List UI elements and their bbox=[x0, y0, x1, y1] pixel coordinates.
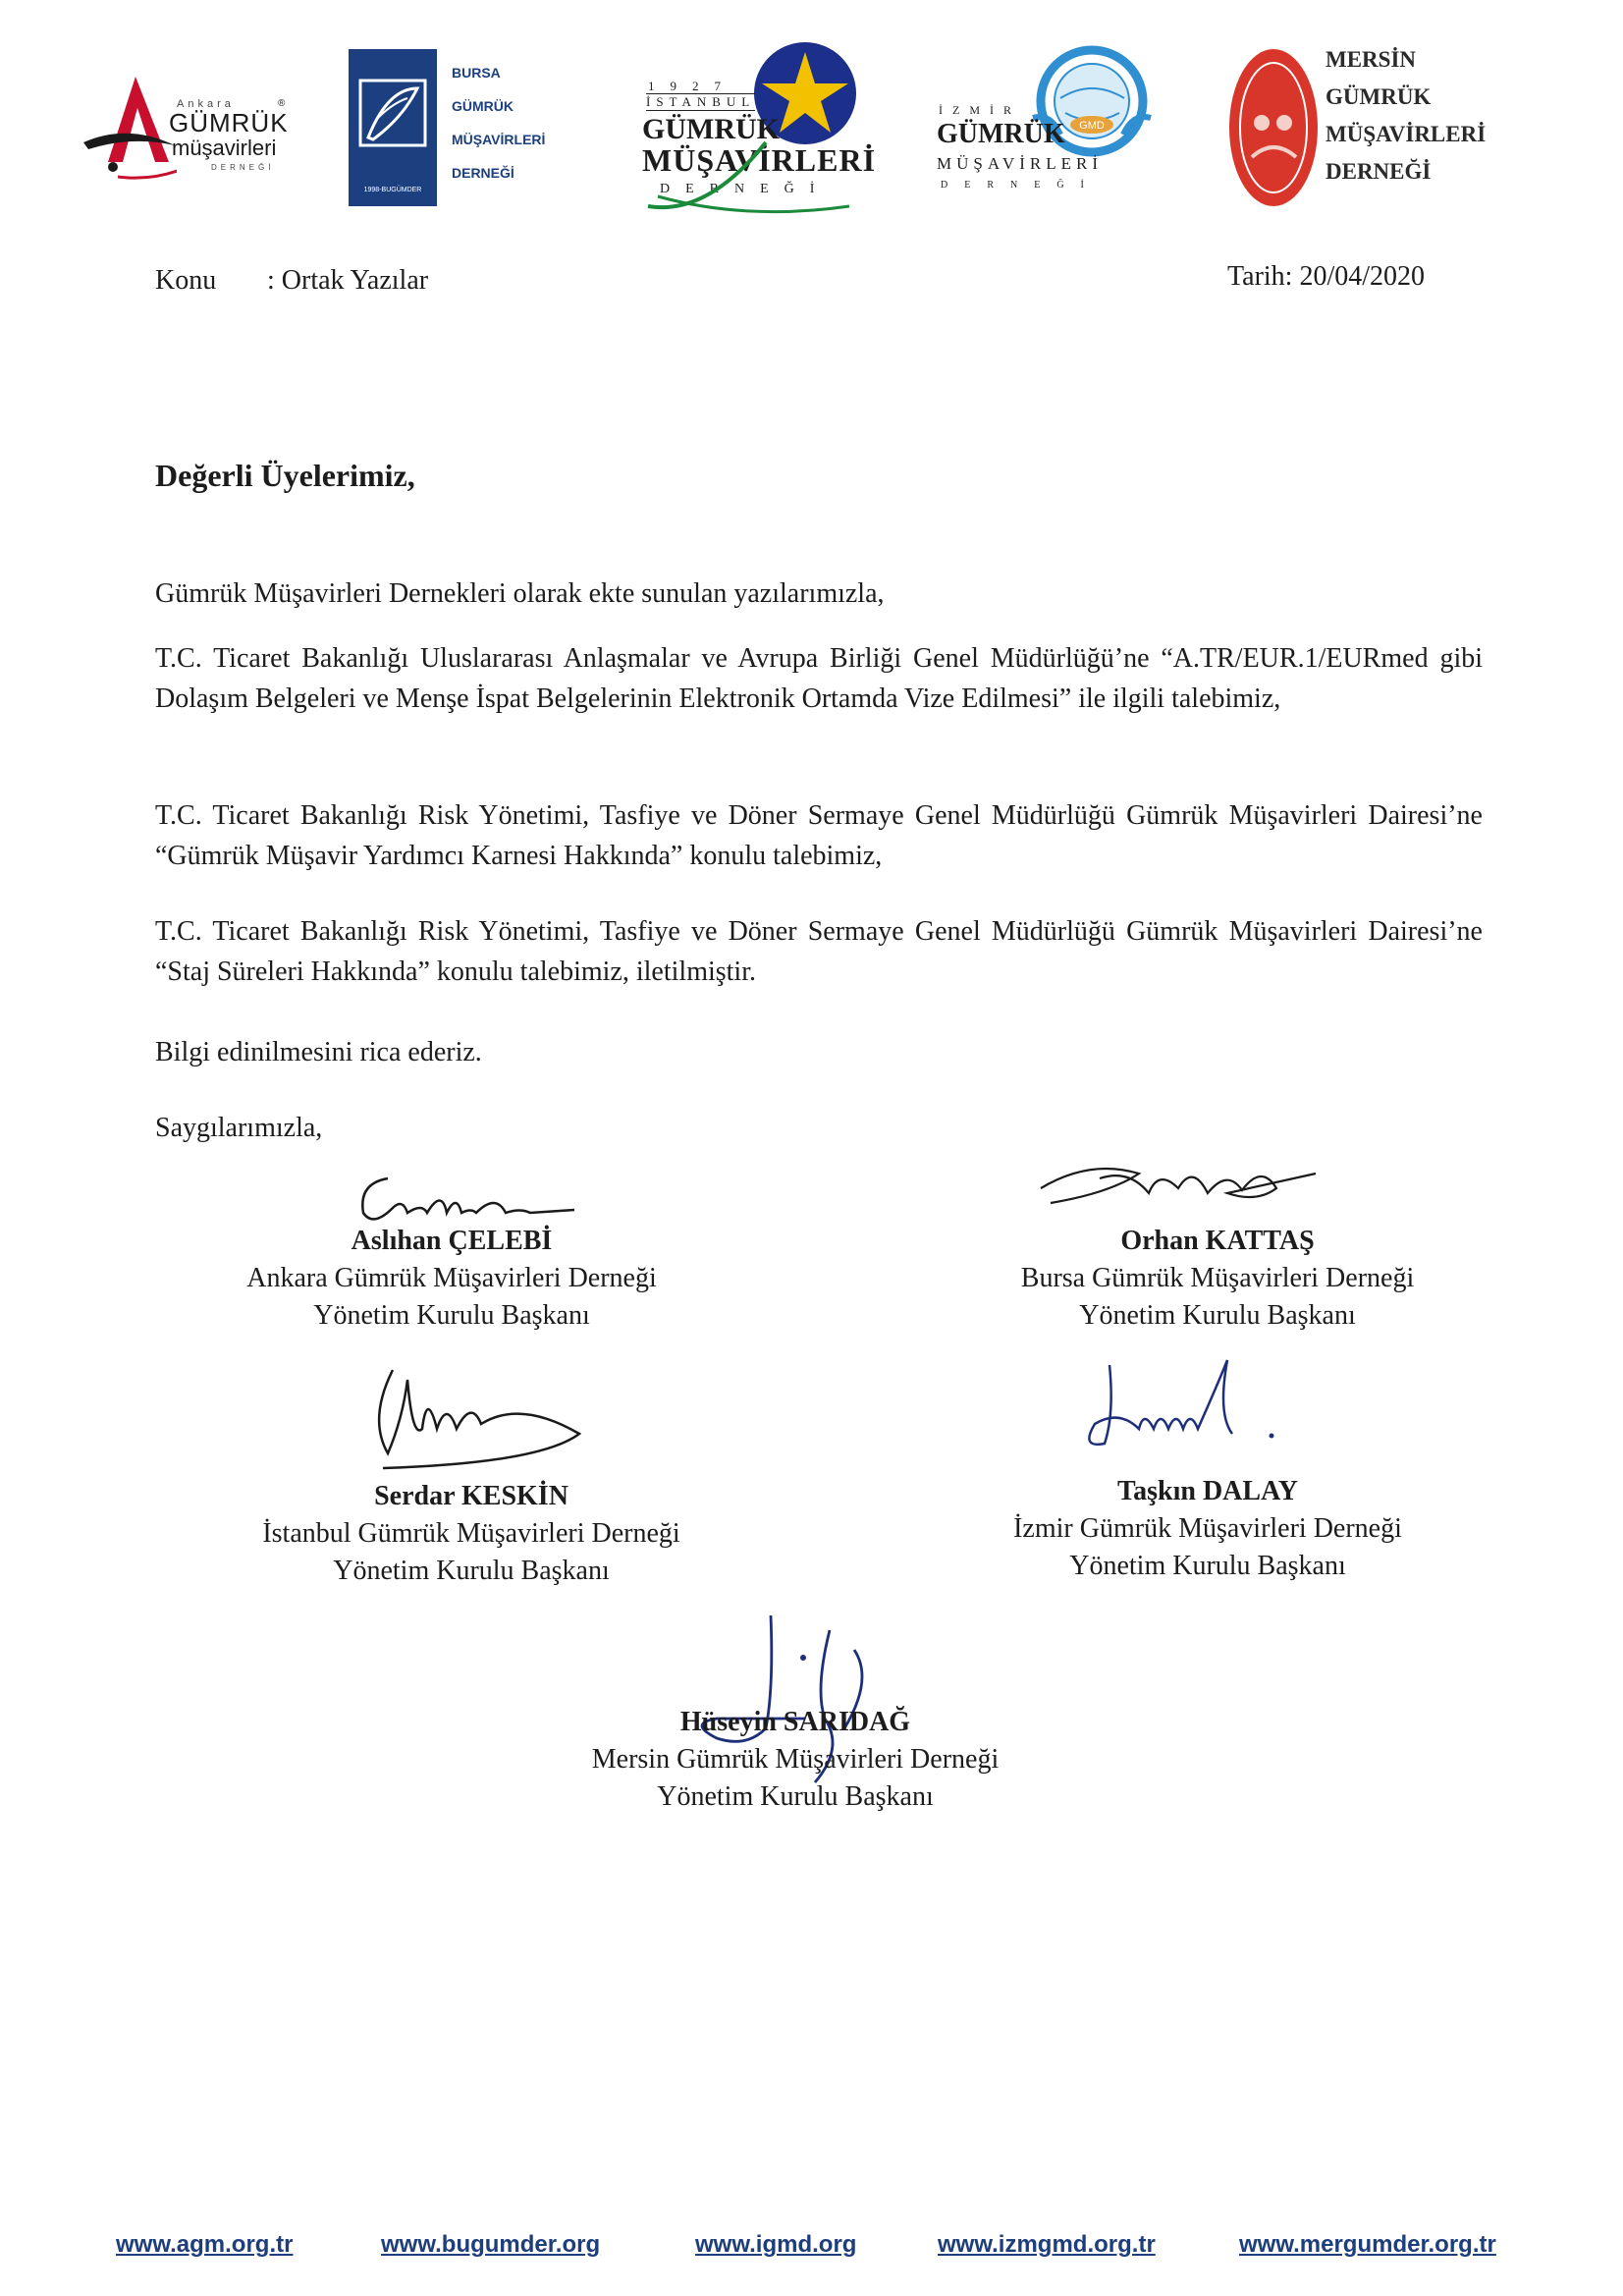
signatory-title: Yönetim Kurulu Başkanı bbox=[1079, 1300, 1356, 1331]
signatory-name: Serdar KESKİN bbox=[374, 1481, 568, 1511]
istanbul-logo-year: 1927 bbox=[648, 79, 736, 93]
istanbul-logo-line1: GÜMRÜK bbox=[642, 113, 780, 145]
subject-value: : Ortak Yazılar bbox=[267, 265, 429, 296]
closing-line: Saygılarımızla, bbox=[155, 1113, 323, 1143]
footer-link-ankara[interactable]: www.agm.org.tr bbox=[116, 2231, 294, 2258]
signature-izmir-icon bbox=[1070, 1355, 1286, 1473]
body-paragraph-1: Gümrük Müşavirleri Dernekleri olarak ekte sunulan yazılarımızla, bbox=[155, 578, 885, 609]
izmir-logo-city: İZMİR bbox=[939, 103, 1021, 117]
bursa-leaf-icon bbox=[349, 49, 437, 177]
body-paragraph-4: T.C. Ticaret Bakanlığı Risk Yönetimi, Tasfiye ve Döner Sermaye Genel Müdürlüğü Gümrük Müşavirleri Dairesi’ne “Staj Süreleri Hakkında” konulu talebimiz, iletilmiştir. bbox=[155, 916, 1483, 987]
istanbul-logo-line3: DERNEĞİ bbox=[660, 182, 831, 196]
footer-link-istanbul[interactable]: www.igmd.org bbox=[695, 2231, 857, 2258]
body-paragraph-5: Bilgi edinilmesini rica ederiz. bbox=[155, 1037, 482, 1067]
signatory-organization: İstanbul Gümrük Müşavirleri Derneği bbox=[262, 1518, 680, 1549]
ankara-logo-name: GÜMRÜK bbox=[169, 108, 289, 137]
bursa-logo bbox=[349, 49, 545, 211]
izmir-logo-line2: MÜŞAVİRLERİ bbox=[937, 154, 1103, 173]
izmir-logo-line1: GÜMRÜK bbox=[937, 119, 1065, 149]
subject-label: Konu bbox=[155, 265, 217, 296]
body-paragraph-2: T.C. Ticaret Bakanlığı Uluslararası Anlaşmalar ve Avrupa Birliği Genel Müdürlüğü’ne “A.TR/EUR.1/EURmed gibi Dolaşım Belgeleri ve Menşe İspat Belgelerinin Elektronik Ortamda Vize Edilmesi” ile ilgili talebimiz, bbox=[155, 643, 1483, 714]
footer-link-mersin[interactable]: www.mergumder.org.tr bbox=[1239, 2231, 1496, 2258]
mersin-logo bbox=[1227, 39, 1487, 216]
bursa-logo-line3: MÜŞAVİRLERİ bbox=[452, 132, 546, 147]
body-paragraph-3: T.C. Ticaret Bakanlığı Risk Yönetimi, Tasfiye ve Döner Sermaye Genel Müdürlüğü Gümrük Müşavirleri Dairesi’ne “Gümrük Müşavir Yardımcı Karnesi Hakkında” konulu talebimiz, bbox=[155, 800, 1483, 871]
ankara-emblem-icon bbox=[79, 69, 177, 187]
signature-block-bursa bbox=[952, 1223, 1483, 1335]
signatory-name: Aslıhan ÇELEBİ bbox=[351, 1226, 553, 1256]
signature-block-mersin bbox=[520, 1704, 1070, 1816]
izmir-logo-line3: DERNEĞİ bbox=[941, 180, 1101, 191]
mersin-logo-line2: GÜMRÜK bbox=[1325, 84, 1432, 109]
footer-link-izmir[interactable]: www.izmgmd.org.tr bbox=[938, 2231, 1156, 2258]
signatory-title: Yönetim Kurulu Başkanı bbox=[313, 1300, 590, 1331]
signatory-organization: Bursa Gümrük Müşavirleri Derneği bbox=[1020, 1263, 1415, 1293]
mersin-logo-line4: DERNEĞİ bbox=[1325, 159, 1432, 184]
signature-block-ankara bbox=[177, 1223, 727, 1335]
bursa-logo-line1: BURSA bbox=[452, 65, 501, 81]
signatory-name: Taşkın DALAY bbox=[1117, 1476, 1298, 1506]
istanbul-logo bbox=[638, 34, 877, 216]
signatory-name: Orhan KATTAŞ bbox=[1120, 1226, 1315, 1256]
signatory-organization: Mersin Gümrük Müşavirleri Derneği bbox=[591, 1744, 1000, 1775]
ankara-logo bbox=[79, 59, 290, 187]
signatory-title: Yönetim Kurulu Başkanı bbox=[657, 1781, 934, 1812]
signatory-organization: Ankara Gümrük Müşavirleri Derneği bbox=[246, 1263, 657, 1293]
bursa-logo-line2: GÜMRÜK bbox=[452, 98, 514, 114]
bursa-logo-caption: 1998-BUGÜMDER bbox=[363, 187, 422, 193]
ankara-logo-bottom: DERNEĞİ bbox=[211, 163, 275, 172]
registered-mark: ® bbox=[278, 98, 286, 109]
footer-link-bursa[interactable]: www.bugumder.org bbox=[381, 2231, 601, 2258]
istanbul-logo-city: İSTANBUL bbox=[646, 94, 756, 109]
bursa-logo-line4: DERNEĞİ bbox=[452, 165, 514, 181]
signatory-title: Yönetim Kurulu Başkanı bbox=[333, 1556, 610, 1586]
signatory-title: Yönetim Kurulu Başkanı bbox=[1069, 1551, 1346, 1581]
ankara-logo-sub: müşavirleri bbox=[172, 136, 277, 160]
mersin-logo-line1: MERSİN bbox=[1325, 47, 1417, 72]
salutation: Değerli Üyelerimiz, bbox=[155, 458, 415, 493]
signature-bursa-icon bbox=[1031, 1149, 1325, 1232]
istanbul-logo-line2: MÜŞAVİRLERİ bbox=[642, 142, 877, 178]
izmir-logo bbox=[933, 44, 1159, 216]
signatory-organization: İzmir Gümrük Müşavirleri Derneği bbox=[1013, 1513, 1402, 1544]
signature-istanbul-icon bbox=[363, 1360, 599, 1478]
mersin-logo-line3: MÜŞAVİRLERİ bbox=[1325, 122, 1487, 146]
mersin-seal-icon bbox=[1227, 44, 1321, 211]
signatory-name: Hüseyin SARIDAĞ bbox=[679, 1707, 911, 1737]
ankara-logo-city: Ankara bbox=[177, 98, 235, 110]
signature-block-izmir bbox=[943, 1473, 1473, 1585]
izmir-badge-label: GMD bbox=[1079, 120, 1105, 132]
bursa-emblem bbox=[349, 49, 437, 206]
signature-block-istanbul bbox=[196, 1478, 746, 1590]
green-swoosh-icon bbox=[638, 123, 864, 216]
letter-date: Tarih: 20/04/2020 bbox=[1227, 261, 1426, 292]
